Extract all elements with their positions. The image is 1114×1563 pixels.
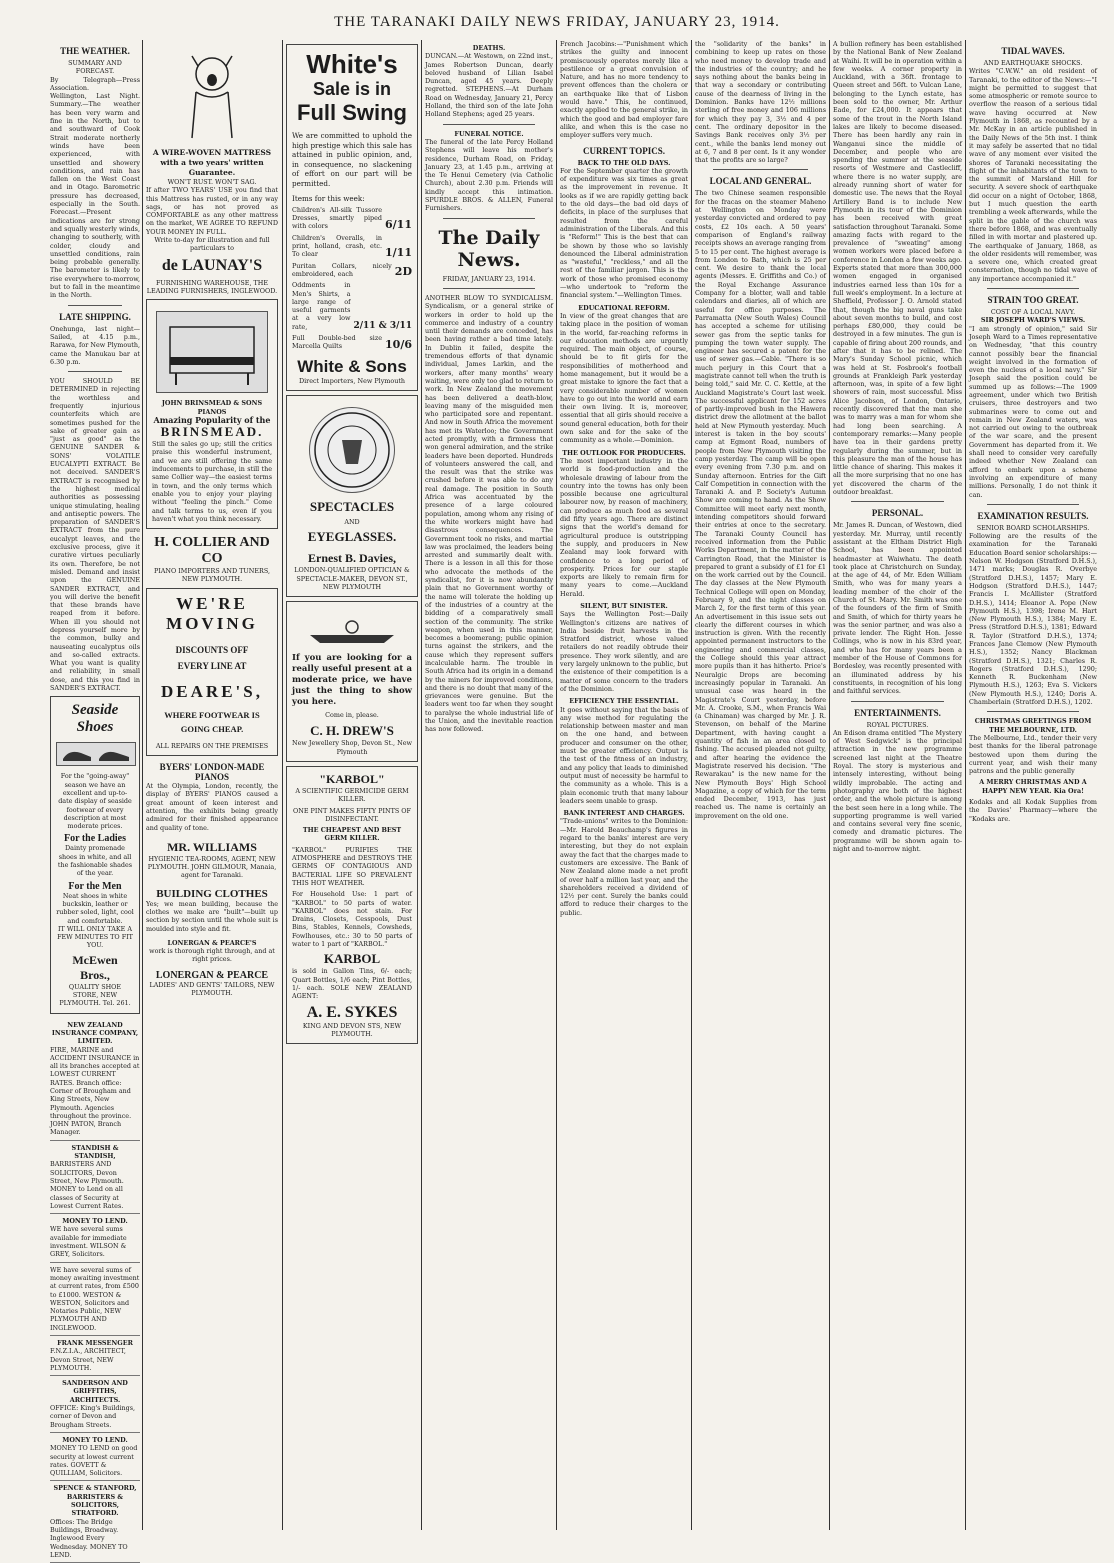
bank-continued: the "solidarity of the banks" in combining to keep up rates on those who need money to develop trade and the industries of the country; and he says nothing about the banks being in that way a secondary or contributing cause of the dearness of living in the Dominion. Banks have 12½ millions sterling of free money and 106 millions for which they pay 3, 3½ and 4 per cent. The ordinary depositor in the Savings Bank receives only 3½ per cent., while the banks lend money out at 6, 7 and 8 per cent. Is it any wonder that the profits are so large? [695, 40, 826, 165]
divider [851, 501, 944, 502]
item-price: 2D [394, 265, 412, 279]
exam-heading: EXAMINATION RESULTS. [977, 510, 1089, 521]
masthead [0, 0, 1114, 40]
personal-body: Mr. James R. Duncan, of Westown, died yesterday. Mr. Murray, until recently assistant at the Eltham District High School, has been appointed headmaster at Waiwhatu. The death took place at Christchurch on Sunday, at the age of 44, of Mr. Eden William Smith, who was for many years a leading member of the choir of the Church of St. Mary. Mr. Smith was one of the founders of the firm of Smith and Smith, of which for thirty years he was the senior partner, and was also a private lender. The Right Hon. Jesse Collings, who is now in his 83rd year, and who has for many years been a member of the House of Commons for Bordesley, was recently presented with an illuminated address by his constituents, in recognition of his long and faithful services. [833, 521, 962, 696]
shipping-heading: LATE SHIPPING. [59, 311, 131, 322]
messenger-notice [50, 1336, 140, 1376]
stanford-body: Offices: The Bridge Buildings, Broadway. Inglewood Every Wednesday. MONEY TO LEND. [50, 1517, 128, 1559]
column-8 [969, 40, 1097, 1530]
divider [851, 701, 944, 702]
list-item [292, 234, 412, 259]
money-body: WE have several sums available for immediate investment. WILSON & GREY, Solicitors. [50, 1225, 127, 1259]
mcewen-sub: QUALITY SHOE STORE, NEW PLYMOUTH. Tel. 261. [59, 982, 131, 1008]
weston-notice [50, 1263, 140, 1336]
local-body: The two Chinese seamen responsible for the fracas on the steamer Maheno at Wellington on Monday were yesterday convicted and ordered to pay costs, £2 10s each. A 50 years' comparison of England's railway receipts shows an average ranging from 5 to 15 per cent. The highest average is from London to Bath, which is 25 per cent. We desire to thank the local agents (Messrs. E. Griffiths and Co.) of the Royal Exchange Assurance Company for a blotter, wall and table calendars and diaries, all of which are useful for office purposes. The Parramatta (New South Wales) Council has accepted a scheme for utilising sewer gas from the septic tanks for pumping the town water supply. The engineer has secured a patent for the use of sewer gas.—Cable. "There is so much perjury in this Court that a magistrate cannot tell when the truth is being told," said Mr. C. C. Kettle, at the Auckland Magistrate's Court last week. The successful applicant for 152 acres of partly-improved bush in the Hawera district drew the allotment at the ballot held at New Plymouth yesterday. Much interest is taken in the boy scouts' camp at Egmont Road, numbers of people from New Plymouth visiting the camp yesterday. The camp will be open every evening from 7.30 p.m. and on Sunday afternoon. Entries for the Gift Calf Competition in connection with the Taranaki A. and P. Society's Autumn Show are coming to hand. As the Show Committee will meet early next month, intending competitors should forward their entries at once to the secretary. The Taranaki County Council has received information from the Public Works Department, in the matter of the Carrington Road, that the Minister is prepared to grant a subsidy of £1 for £1 on the work carried out by the Council. The day classes at the New Plymouth Technical College will open on Monday, February 9, and the night classes on March 2, for the first term of this year. An advertisement in this issue sets out clearly the different courses in which instruction is given. With the recently appointed permanent instructors to the engineering and commercial classes, the College should this year attract more pupils than it has hitherto. Price's Neuralgic Drops are becoming increasingly popular in Taranaki. An unusual case was heard in the Magistrate's Court yesterday, before Mr. A. Crooke, S.M., when Francis Wai (a Chinaman) was charged by Mr. J. R. Stevenson, on behalf of the Marine Department, with having caught a quantity of fish in an area closed to fishing. The accused pleaded not guilty, and after hearing the evidence the Magistrate reserved his decision. "The Rewarakau" is the new name for the New Plymouth Boys' High School Magazine, a copy of which for the term ended December, 1913, has just reached us. The name is certainly an improvement on the old one. [695, 189, 826, 820]
mattress-tail: Write to-day for illustration and full particulars to [154, 236, 270, 253]
optician-seal [309, 407, 395, 493]
lonergan-name: LONERGAN & PEARCE [155, 969, 269, 981]
williams-name: MR. WILLIAMS [167, 839, 257, 854]
griffiths-body: OFFICE: King's Buildings, corner of Devon and Brougham Streets. [50, 1404, 136, 1429]
whites-body: We are committed to uphold the high prestige which this sale has attained in public opinion, and, in consequence, no slackening of effort on our part will be permitted. [292, 131, 412, 188]
column-rule [965, 40, 966, 1530]
column-6 [695, 40, 826, 1530]
divider [443, 124, 535, 125]
ward-body: "I am strongly of opinion," said Sir Joseph Ward to a Times representative on Wednesday, "that this country cannot possibly bear the financial weight involved in the formation of even the nucleus of a local navy." Sir Joseph said the position could be summed up as follows:—The 1909 agreement, under which two British cruisers, three destroyers and two submarines were to come out and remain in New Zealand waters, was not carried out owing to the outbreak of the war scare, and the present Government has departed from it. We shall need to consider very carefully indeed whether New Zealand can afford to embark upon a scheme involving an expenditure of many millions. Personally, I do not think it can. [969, 324, 1097, 499]
seaside-shoes-ad [50, 696, 140, 1013]
item-text: Children's Overalls, in print, holland, crash, etc. To clear [292, 233, 383, 259]
seaside-title: Seaside Shoes [71, 702, 119, 736]
items-heading: Items for this week: [292, 193, 365, 203]
piano-label: JOHN BRINSMEAD & SONS PIANOS [161, 399, 263, 416]
strain-subheading: COST OF A LOCAL NAVY. [990, 308, 1076, 317]
karbol-body: "KARBOL" PURIFIES THE ATMOSPHERE and DESTROYS THE GERMS OF CONTAGIOUS AND BACTERIAL LIFE SO PREVALENT THIS HOT WEATHER. [292, 845, 412, 887]
divider [713, 169, 808, 170]
column-1 [50, 40, 140, 1559]
lonergan-body: work is thorough right through, and at right prices. [149, 947, 275, 964]
karbol-ad [286, 766, 418, 1044]
back-body: For the September quarter the growth of expenditure was six times as great as the improvement in revenue. It looks as if we are rapidly getting back to the old days—the bad old days of deficits, in place of the surpluses that resulted from the careful administration of the Liberals. And this is "Reform!" This is the best that can be shown by those who so lavishly denounced the Liberal administration as "wasteful," "reckless," and all the rest of the familiar jargon. This is the work of those who promised economy—who undertook to "reform the financial system."—Wellington Times. [560, 166, 688, 300]
man-icon [184, 48, 240, 140]
divider [987, 504, 1079, 505]
funeral-heading: FUNERAL NOTICE. [454, 129, 524, 138]
deaths-body: DUNCAN.—At Westown, on 22nd inst., James Robertson Duncan, dearly beloved husband of Lilian Isabel Duncan, aged 45 years. Deeply regretted. STEPHENS.—At Durham Road on Wednesday, January 21, Percy Holland, the third son of the late John Holland Stephens; aged 25 years. [425, 52, 553, 119]
bank-heading: BANK INTEREST AND CHARGES. [563, 809, 685, 818]
divider [987, 711, 1079, 712]
brinsmead-body: Still the sales go up; still the critics praise this wonderful instrument, and we are still offering the same inducements to purchase, in still the same Collier way—the easiest terms in town, and the only terms which enable you to enjoy your playing without "feeling the pinch." Come and talk terms to us, even if you haven't what you think necessary. [152, 440, 272, 523]
messenger-heading: FRANK MESSENGER [57, 1339, 133, 1347]
collier-name: H. COLLIER AND CO [154, 535, 270, 567]
karbol-sold: is sold in Gallon Tins, 6/- each; Quart Bottles, 1/6 each; Pint Bottles, 1/- each. SOLE NEW ZEALAND AGENT: [292, 967, 412, 1001]
standish-heading: STANDISH & STANDISH, [71, 1143, 119, 1161]
divider [987, 288, 1079, 289]
lonergan-heading: LONERGAN & PEARCE'S [167, 938, 257, 947]
outlook-heading: THE OUTLOOK FOR PRODUCERS. [562, 448, 686, 457]
insurance-heading: NEW ZEALAND INSURANCE COMPANY, LIMITED. [51, 1020, 139, 1046]
bank-body: "Trade-unions" writes to the Dominion:—Mr. Harold Beauchamp's figures in regard to the banks' interest are very interesting, but they do not explain away the fact that the charges made to customers are excessive. The Bank of New Zealand alone made a net profit of over half a million last year, and the shareholders received a dividend of 12½ per cent. Surely the banks could afford to reduce their charges to the public. [560, 817, 688, 917]
insurance-notice [50, 1018, 140, 1141]
deare-sub: WHERE FOOTWEAR IS GOING CHEAP. [164, 709, 260, 734]
exam-subheading: SENIOR BOARD SCHOLARSHIPS. [976, 523, 1090, 532]
whites-line-1: White's [306, 49, 398, 79]
silent-body: Says the Wellington Post:—Daily Wellington's citizens are natives of India beside fruit harvests in the Stratford district, whose valued retailers do not readily obtrude their presence. They work silently, and are very largely unknown to the public, but the existence of their competition is a matter of some concern to the traders of the Dominion. [560, 610, 688, 693]
column-rule [421, 40, 422, 1530]
griffiths-heading: SANDERSON AND GRIFFITHS, ARCHITECTS. [62, 1379, 128, 1404]
sykes-name: A. E. SYKES [306, 1003, 398, 1021]
mattress-sub: WON'T RUST. WON'T SAG. [167, 178, 257, 186]
ladies-body: Dainty promenade shoes in white, and all the fashionable shades of the year. [57, 844, 133, 878]
whites-ad [286, 44, 418, 391]
outlook-body: The most important industry in the world is food-production and the wholesale drawing of labour from the country into the towns has only been possible because one agricultural labourer now, by reason of machinery, can produce as much food as several did fifty years ago. There are distinct signs that the world's demand for agricultural produce is outstripping the supply, and producers in New Zealand may look forward with confidence to a long period of prosperity. Prices for our staple exports are likely to remain firm for many years to come.—Auckland Herald. [560, 456, 688, 598]
money2-notice [50, 1433, 140, 1481]
weather-body: Wellington, Last Night. Summary.—The weather has been very warm and fine in the North, but to and southward of Cook Strait moderate northerly winds have been experienced, with unsettled and showery conditions, and rain has fallen on the West Coast and in Otago. Barometric pressure has decreased, especially in the South. Forecast.—Present indications are for strong and squally westerly winds, changing to southerly, with colder, cloudy and unsettled conditions, rain being probable generally. The barometer is likely to rise everywhere to-morrow, but to fall in the meantime in the North. [50, 92, 140, 300]
moving-line-2: MOVING [166, 613, 258, 633]
xmas-body: The Melbourne, Ltd., tender their very best thanks for the liberal patronage bestowed upon them during the current year, and wish their many patrons and the public generally [969, 733, 1097, 776]
item-text: Full Double-bed size Marcella Quilts [292, 334, 383, 351]
exam-body: Following are the results of the examination for the Taranaki Education Board senior scholarships:—Nelson W. Hodgson (Stratford D.H.S.), 1471 marks; Douglas R. Overbye (Stratford D.H.S.), 1457; Mary E. Hodgson (Stratford D.H.S.), 1447; Francis I. McAllister (Stratford D.H.S.), 1414; Eleanor A. Pope (New Plymouth H.S.), 1398; Irene M. Hart (New Plymouth H.S.), 1384; Mary E. Press (Stratford D.H.S.), 1381; Edward R. Taylor (Stratford D.H.S.), 1374; Frances Jane Clemow (New Plymouth H.S.), 1352; Nancy Blackman (Stratford D.H.S.), 1321; Charles R. Rogers (Stratford D.H.S.), 1290; Kenneth R. Buckenham (New Plymouth H.S.), 1263; Eva S. Vickers (New Plymouth H.S.), 1240; Doris A. Chamberlain (Stratford D.H.S.), 1202. [969, 532, 1097, 707]
moving-line-1: WE'RE [176, 593, 248, 613]
jewellery-illustration [297, 613, 407, 647]
karbol-use: For Household Use: 1 part of "KARBOL" to 50 parts of water. "KARBOL" does not stain. For Drains, Closets, Cesspools, Dust Bins, Stables, Kennels, Cowsheds, Fowlhouses, etc.: 30 to 50 parts of water to 1 part of "KARBOL." [292, 890, 412, 949]
messenger-body: F.N.Z.I.A., ARCHITECT, Devon Street, NEW PLYMOUTH. [50, 1347, 126, 1372]
leader-article: ANOTHER BLOW TO SYNDICALISM. Syndicalism, or a general strike of workers in order to hold up the commerce and industry of a country until their demands are conceded, has been having rather a bad time lately. In Dublin it failed, despite the tremendous efforts of that dynamic individual, James Larkin, and the workers, after many months' weary waiting, were only too glad to return to work. In New Zealand the movement has been delivered a death-blow, leaving many of the misguided men who participated sore and repentant. And now in South Africa the movement has met its Waterloo; the Government acted promptly, with a firmness that won general admiration, and the strike leaders have been deported. Hundreds of volunteers answered the call, and the result was that the strike was crushed before it was able to do any real damage. The position in South Africa was accentuated by the presence of a large coloured population, among whom any rising of the white workers might have had disastrous consequences. The Government took no risks, and martial law was proclaimed, the leaders being arrested and summarily dealt with. There is a lesson in all this for those who advocate the methods of the syndicalist, for it is now abundantly plain that no Government worthy of the name will tolerate the holding up of the industries of a country at the bidding of a comparatively small section of the community. The strike weapon, when used in this manner, becomes a boomerang; public opinion turns against the strikers, and the cause which they represent suffers incalculable harm. The trouble in South Africa had its origin in a demand by the miners for improved conditions, and there is no doubt that many of the grievances were genuine. But the leaders went too far when they sought to paralyse the whole industrial life of the Union, and the inevitable reaction has now followed. [425, 293, 553, 734]
brinsmead-name: BRINSMEAD. [160, 424, 264, 440]
drew-sub: New Jewellery Shop, Devon St., New Plymouth [292, 739, 412, 756]
spectacles-ad [286, 395, 418, 597]
weston-body: WE have several sums of money awaiting investment at current rates, from £500 to £1000. WESTON & WESTON, Solicitors and Notaries Public, NEW PLYMOUTH AND INGLEWOOD. [50, 1265, 140, 1332]
paper-date: FRIDAY, JANUARY 23, 1914. [442, 274, 536, 283]
local-heading: LOCAL AND GENERAL. [709, 176, 812, 187]
column-rule [691, 40, 692, 1530]
topics-heading: CURRENT TOPICS. [582, 145, 666, 156]
kodak-body: Kodaks and all Kodak Supplies from the Davies' Pharmacy—where the "Kodaks are. [969, 798, 1097, 823]
divider [68, 305, 122, 306]
drew-call: Come in, please. [325, 711, 379, 720]
karbol-cheap: THE CHEAPEST AND BEST GERM KILLER. [302, 826, 402, 843]
mattress-heading: A WIRE-WOVEN MATTRESS with a two years' written Guarantee. [152, 148, 272, 177]
divider [443, 218, 535, 219]
jewellery-icon [300, 615, 404, 645]
delaunay-sub: FURNISHING WAREHOUSE, THE LEADING FURNISHERS, INGLEWOOD. [146, 278, 278, 295]
divider [443, 288, 535, 289]
item-text: Children's All-silk Tussore Dresses, smartly piped with colors [292, 205, 383, 231]
drew-ad [286, 601, 418, 762]
weather-byline: By Telegraph—Press Association. [50, 75, 140, 92]
silent-heading: SILENT, BUT SINISTER. [580, 602, 668, 610]
column-rule [829, 40, 830, 1530]
seal-icon [312, 410, 392, 490]
list-item [292, 281, 412, 331]
item-price: 2/11 & 3/11 [353, 321, 412, 332]
local-continued: A bullion refinery has been established by the National Bank of New Zealand at Waihi. It will be in operation within a few weeks. A corner property in Auckland, with a 36ft. frontage to Queen street and 56ft. to Vulcan Lane, belonging to the Lynch estate, has been sold to the owner, Mr. Arthur Eade, for £24,000. It appears that some of the trout in the North Island lakes are likely to become diseased. There has been hardly any rain in Wanganui since the middle of December, and people who are spending the summer at the seaside resorts of Westmere and Castlecliff, where there is no water supply, are already running short of water for domestic use. The news that the Royal Artillery Band is to include New Plymouth in its tour of the Dominion has been received with great satisfaction throughout Taranaki. Some amazing facts with regard to the prevalence of "sweating" among women workers were placed before a conference in London a few weeks ago. Experts stated that more than 300,000 women engaged in organised industries earned less than 10s for a full week's employment. In a lecture at Sheffield, Professor J. O. Arnold stated that, though the big naval guns take about seven months to build, and cost perhaps £80,000, they could be destroyed in a few minutes. The gun is capable of firing about 200 rounds, and after that it has to be relined. The Mary's Sunday School picnic, which was held at St. Fosbrook's football grounds at Frankleigh Park yesterday afternoon, was, in spite of a few light showers of rain, most successful. Miss Alice Jacobson, of London, Ontario, recently discovered that the man she was to marry was a man for whom she had long been searching. A contemporary remarks:—Many people have tea in their gardens pretty regularly during the summer, but in this pleasure the man of the house has little chance of sharing. This makes it all the more surprising that no one has yet discovered the charm of the outdoor breakfast. [833, 40, 962, 497]
lonergan-sub: LADIES' AND GENTS' TAILORS, NEW PLYMOUTH. [149, 980, 275, 998]
insurance-body: FIRE, MARINE and ACCIDENT INSURANCE in all its branches accepted at LOWEST CURRENT RATES. Branch office: Corner of Brougham and King Streets, New Plymouth. Agencies throughout the province. JOHN PATON, Branch Manager. [50, 1045, 140, 1137]
shoe-icon [61, 745, 131, 763]
deaths-heading: DEATHS. [472, 44, 506, 52]
xmas-tail: A MERRY CHRISTMAS AND A HAPPY NEW YEAR. Kia Ora! [979, 778, 1087, 795]
tidal-body: Writes "C.W.W." an old resident of Taranaki, to the editor of the News:—"I might be permitted to suggest that some atmospheric or remote source to overflow the reason of a serious tidal wave having occurred at New Plymouth in 1868, as recounted by a Mr. McKay in an article published in the Daily News of the 5th inst. I think it may safely be asserted that no tidal wave of any moment ever visited the shores of Taranaki necessitating the flight of the inhabitants of the town to the summit of Marsland Hill for security. A severe shock of earthquake did occur on a night of October, 1868, but I much question the earth trembling a week afterwards, while the split in the gable of the church was there before 1868, and was eventually filled in with mortar and plastered up. The earthquake of January, 1868, as the older residents will remember, was a severe one, which created great consternation, though no tidal wave of any importance accompanied it." [969, 67, 1097, 283]
whites-line-3: Full Swing [297, 100, 407, 125]
entertainments-heading: ENTERTAINMENTS. [854, 707, 941, 718]
back-heading: BACK TO THE OLD DAYS. [577, 158, 671, 167]
list-item [292, 262, 412, 279]
deare-tail: ALL REPAIRS ON THE PREMISES [155, 741, 269, 750]
edu-body: In view of the great changes that are taking place in the position of woman in the world, far-reaching reforms in our education methods are urgently required. The main object, of course, should be to fit girls for the responsibilities of motherhood and home management, but it would be a great mistake to ignore the fact that a very considerable number of women have to go out into the world and earn their own living. It is, moreover, essential that all girls should receive a sound general education, both for their own sake and for the sake of the community as a whole.—Dominion. [560, 311, 688, 445]
williams-body: HYGIENIC TEA-ROOMS, AGENT, NEW PLYMOUTH. JOHN GILMOUR, Manaia, agent for Taranaki. [147, 854, 277, 880]
whites-sons-sub: Direct Importers, New Plymouth [298, 376, 406, 385]
deare-name: DEARE'S, [161, 681, 263, 701]
personal-heading: PERSONAL. [871, 508, 924, 519]
standish-notice [50, 1141, 140, 1214]
ladies-heading: For the Ladies [63, 833, 127, 845]
piano-icon [162, 317, 262, 387]
column-rule [142, 40, 143, 1530]
items-list [292, 206, 412, 351]
strain-heading: STRAIN TOO GREAT. [987, 295, 1079, 306]
drew-name: C. H. DREW'S [310, 723, 394, 739]
mattress-body: If after TWO YEARS' USE you find that this Mattress has rusted, or in any way sags, or has not proved as COMFORTABLE as any other mattress on the market, WE AGREE TO REFUND YOUR MONEY IN FULL. [146, 186, 278, 236]
item-text: Puritan Collars, nicely embroidered, each [292, 261, 392, 278]
column-3 [286, 40, 418, 1530]
building-heading: BUILDING CLOTHES [156, 887, 268, 900]
davies-sub: LONDON-QUALIFIED OPTICIAN & SPECTACLE-MAKER, DEVON ST., NEW PLYMOUTH [294, 566, 410, 591]
list-item [292, 334, 412, 351]
piano-illustration [156, 311, 268, 393]
davies-name: Ernest B. Davies, [308, 551, 396, 566]
griffiths-notice [50, 1376, 140, 1433]
xmas-heading: CHRISTMAS GREETINGS FROM THE MELBOURNE, LTD. [974, 717, 1092, 734]
masthead-date: FRIDAY, JANUARY 23, 1914. [566, 14, 780, 30]
divider [68, 371, 122, 372]
item-price: 1/11 [385, 245, 412, 259]
discounts-text: DISCOUNTS OFF EVERY LINE AT [175, 644, 249, 671]
column-rule [282, 40, 283, 1530]
paper-nameplate: The Daily News. [438, 226, 540, 271]
men-tail: IT WILL ONLY TAKE A FEW MINUTES TO FIT YOU. [57, 924, 133, 950]
royal-body: An Edison drama entitled "The Mystery of West Sedgwick" is the principal attraction in the new programme screened last night at the Theatre Royal. The story is mysterious and intensely interesting, without being wildly improbable. The acting and photography are both of the highest order, and the whole picture is among the best seen here in a long while. The supporting programme is well varied and contains several very fine scenic, comedy and dramatic pictures. The programme will be shown again to-night and to-morrow night. [833, 728, 962, 854]
shipping-body: Onehunga, last night—Sailed, at 4.15 p.m., Rarawa, for New Plymouth, came the Manukau bar at 6.30 p.m. [50, 324, 140, 366]
building-body: Yes; we mean building, because the clothes we make are "built"—built up section by section until the whole suit is moulded into style and fit. [146, 899, 278, 933]
stanford-notice [50, 1481, 140, 1563]
brinsmead-ad [146, 299, 278, 529]
brinsmead-title: Amazing Popularity of the [153, 414, 271, 425]
money-notice [50, 1214, 140, 1262]
stanford-heading: SPENCE & STANFORD, BARRISTERS & SOLICITORS, STRATFORD. [53, 1484, 137, 1518]
eyeglasses-heading: EYEGLASSES. [307, 529, 397, 545]
men-heading: For the Men [68, 880, 122, 892]
tidal-heading: TIDAL WAVES. [1001, 46, 1065, 56]
column-4 [425, 40, 553, 1530]
money2-heading: MONEY TO LEND. [62, 1435, 128, 1444]
leader-continued: French Jacobins:—"Punishment which strikes the guilty and innocent promiscuously operates merely like a pestilence or a great convulsion of Nature, and has no more tendency to prevent offences than the cholera or an earthquake like that of Lisbon would have." This, he continued, exactly applied to the general strike, in which the good and bad employer fare alike, and when this is the case no employer suffers very much. [560, 40, 688, 140]
weather-heading: THE WEATHER. [60, 46, 130, 56]
tidal-subheading: AND EARTHQUAKE SHOCKS. [983, 59, 1083, 67]
funeral-body: The funeral of the late Percy Holland Stephens will leave his mother's residence, Durham Road, on Friday, January 23, at 1.45 p.m., arriving at the Te Henui Cemetery (via Catholic Church), about 2.30 p.m. Friends will kindly accept this intimation. SPURDLE BROS. & ALLEN, Funeral Furnishers. [425, 137, 553, 213]
item-text: Oddments in Men's Shirts, a large range of useful garments at a very low rate, [292, 281, 351, 331]
mcewen-name: McEwen Bros., [72, 952, 118, 982]
drew-body: If you are looking for a really useful present at a moderate price, we have just the thing to show you here. [292, 653, 412, 708]
karbol-heading: "KARBOL" [319, 771, 385, 786]
karbol-big: KARBOL [323, 951, 381, 967]
yawning-man-illustration [182, 46, 242, 142]
spectacles-heading: SPECTACLES [309, 498, 395, 514]
item-price: 10/6 [385, 337, 412, 351]
delaunay-name: de LAUNAY'S [161, 256, 263, 274]
ward-heading: SIR JOSEPH WARD'S VIEWS. [980, 316, 1086, 325]
seaside-body: For the "going-away" season we have an excellent and up-to-date display of seaside footwear of every description at most moderate prices. [58, 772, 132, 831]
efficiency-body: It goes without saying that the basis of any wise method for regulating the relationship between master and man on the one hand, and between producer and consumer on the other, must be greater efficiency. Output is the test of the fitness of an industry, and any policy that leads to diminished output must of necessity be harmful to the community as a whole. This is a plain economic truth that many labour leaders seem unable to grasp. [560, 705, 688, 805]
money-heading: MONEY TO LEND. [62, 1217, 128, 1226]
column-5 [560, 40, 688, 1530]
shoes-illustration [56, 742, 136, 766]
column-7 [833, 40, 962, 1530]
item-price: 6/11 [385, 217, 412, 231]
men-body: Neat shoes in white buckskin, leather or rubber soled, light, cool and comfortable. [56, 891, 134, 925]
masthead-title: THE TARANAKI DAILY NEWS [334, 14, 562, 30]
byers-body: At the Olympia, London, recently, the display of BYERS' PIANOS caused a great amount of keen interest and attention, the exhibits being greatly admired for their finished appearance and quality of tone. [146, 782, 278, 832]
karbol-pint: ONE PINT MAKES FIFTY PINTS OF DISINFECTANT. [293, 806, 411, 823]
column-rule [556, 40, 557, 1530]
whites-sons-name: White & Sons [297, 356, 407, 376]
standish-body: BARRISTERS AND SOLICITORS, Devon Street, New Plymouth. MONEY to Lend on all classes of Security at Lowest Current Rates. [50, 1160, 124, 1210]
money2-body: MONEY TO LEND on good security at lowest current rates. GOVETT & QUILLIAM, Solicitors. [50, 1444, 138, 1478]
efficiency-heading: EFFICIENCY THE ESSENTIAL. [569, 697, 679, 706]
sander-ad-body: YOU SHOULD BE DETERMINED in rejecting the worthless and frequently injurious counterfeits which are sometimes pushed for the sake of greater gain as "just as good" as the GENUINE SANDER & SONS' VOLATILE EUCALYPTI EXTRACT. Be not deceived. SANDER'S EXTRACT is recognised by the highest medical authorities as possessing unique stimulating, healing and antiseptic powers. The preparation of SANDER'S EXTRACT from the pure eucalypt leaves, and the exclusive process, give it curative virtues peculiarly its own. Therefore, be not misled. Demand and insist upon the GENUINE SANDER EXTRACT, and you will derive the benefit that these brands have reaped from it before. When ill you should not depress yourself more by the common, bulky and nauseating eucalyptus oils and so-called extracts. What you want is quality and reliability, in small dose, and this you find in SANDER'S EXTRACT. [50, 377, 140, 693]
byers-heading: BYERS' LONDON-MADE PIANOS [159, 762, 265, 783]
royal-heading: ROYAL PICTURES. [866, 720, 929, 729]
edu-heading: EDUCATIONAL REFORM. [578, 303, 670, 312]
collier-sub: PIANO IMPORTERS AND TUNERS, NEW PLYMOUTH. [153, 567, 271, 584]
karbol-sub: A SCIENTIFIC GERMICIDE GERM KILLER. [295, 786, 409, 804]
weather-subheading: SUMMARY AND FORECAST. [68, 59, 122, 76]
and-text: AND [344, 517, 360, 526]
list-item [292, 206, 412, 231]
whites-line-2: Sale is in [312, 79, 392, 99]
deare-ad [146, 588, 278, 756]
sykes-sub: KING AND DEVON STS, NEW PLYMOUTH. [302, 1021, 402, 1038]
column-2 [146, 40, 278, 1530]
